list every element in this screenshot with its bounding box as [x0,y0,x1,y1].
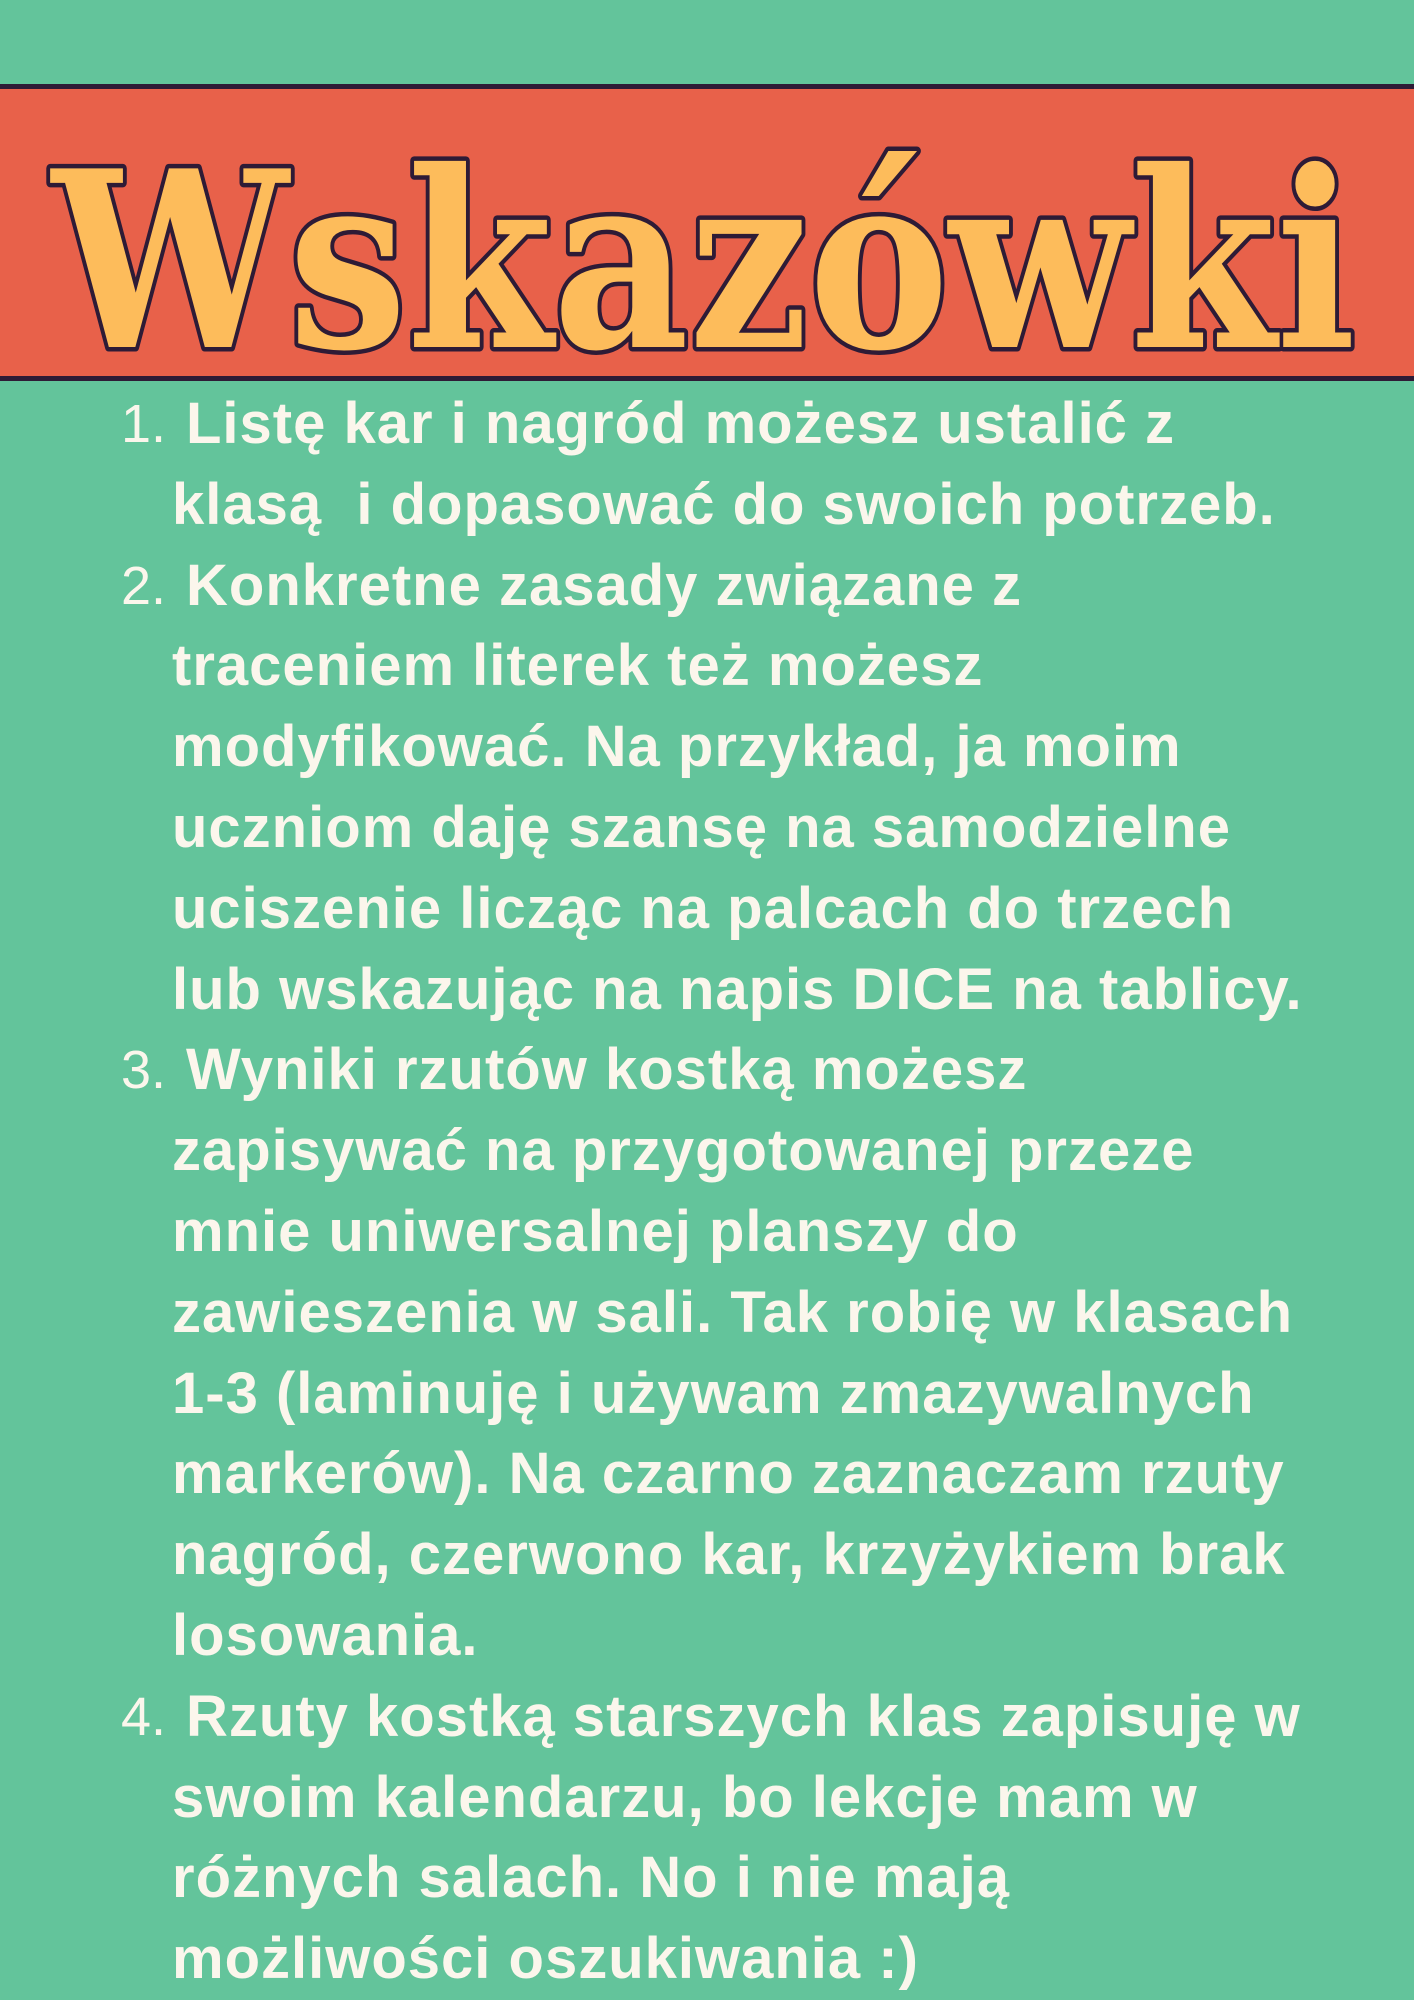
tip-item-2 [0,546,1414,1031]
tip-line: Rzuty kostką starszych klas zapisuję w [186,1683,1301,1749]
tip-line: lub wskazując na napis DICE na tablicy. [172,956,1303,1022]
tip-item-4 [0,1677,1414,2000]
tip-line: 1-3 (laminuję i używam zmazywalnych [172,1360,1255,1426]
tip-line: możliwości oszukiwania :) [172,1926,919,1992]
tip-number: 2. [120,555,166,616]
tip-line: Listę kar i nagród możesz ustalić z [186,391,1176,456]
tip-item-3 [0,1030,1414,1676]
tip-line: traceniem literek też możesz [172,633,984,699]
tip-line: zapisywać na przygotowanej przeze [172,1118,1195,1184]
tip-line: markerów). Na czarno zaznaczam rzuty [172,1441,1285,1507]
tip-line: nagród, czerwono kar, krzyżykiem brak [172,1522,1286,1588]
tip-line: Wyniki rzutów kostką możesz [186,1037,1028,1103]
tip-line: swoim kalendarzu, bo lekcje mam w [172,1764,1198,1830]
title-svg [0,84,1414,381]
tip-number: 4. [120,1686,166,1747]
tip-line: losowania. [172,1602,479,1668]
tip-line: różnych salach. No i nie mają [172,1845,1011,1911]
tip-item-1 [0,384,1414,546]
page-title: Wskazówki [49,117,1356,381]
tip-line: klasą i dopasować do swoich potrzeb. [172,471,1276,537]
tip-number: 3. [120,1040,166,1101]
tip-line: modyfikować. Na przykład, ja moim [172,714,1182,780]
tip-line: uciszenie licząc na palcach do trzech [172,875,1235,941]
tip-line: mnie uniwersalnej planszy do [172,1198,1019,1264]
tip-line: Konkretne zasady związane z [186,552,1023,618]
tip-line: zawieszenia w sali. Tak robię w klasach [172,1279,1294,1345]
tip-line: uczniom daję szansę na samodzielne [172,794,1231,860]
tips-list [0,384,1414,2000]
tip-number: 1. [120,394,166,454]
